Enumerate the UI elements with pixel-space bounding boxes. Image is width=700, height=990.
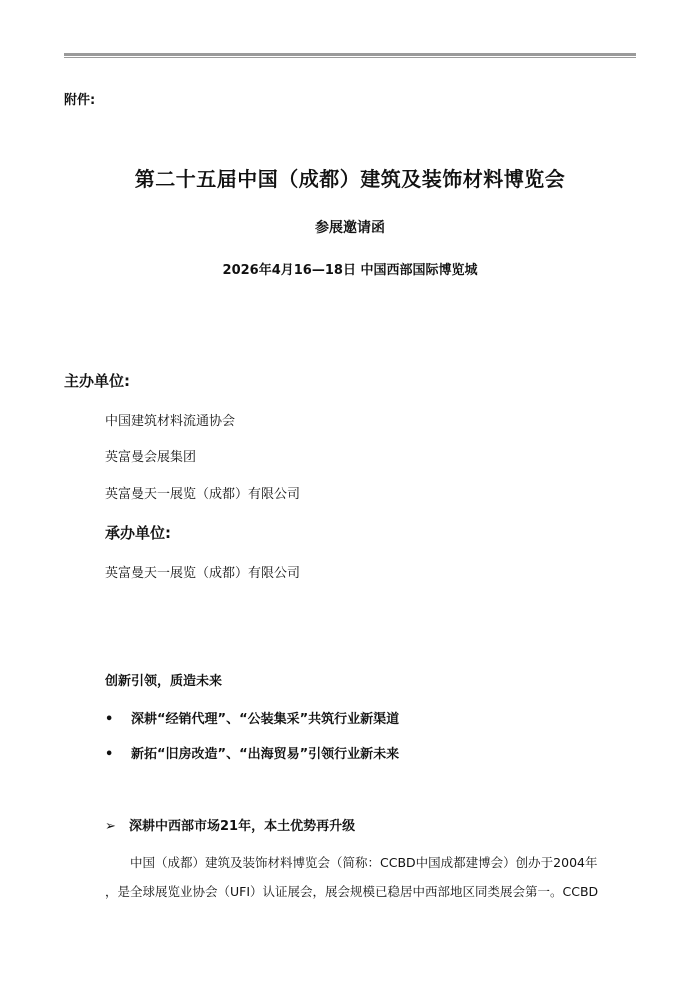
attachment-label: 附件:: [64, 93, 96, 108]
page-subtitle: 参展邀请函: [315, 220, 385, 236]
organizer-item: 英富曼天一展览（成都）有限公司: [105, 487, 301, 502]
date-venue: 2026年4月16—18日 中国西部国际博览城: [222, 263, 478, 278]
header-rule: [64, 53, 636, 58]
section-heading: [105, 815, 355, 834]
section-heading-text: 深耕中西部市场21年，本土优势再升级: [129, 819, 356, 834]
bullet-item: [105, 708, 399, 727]
organizer-item: 英富曼会展集团: [105, 450, 197, 465]
organizers-heading: 主办单位:: [64, 372, 130, 390]
co-organizer-heading: 承办单位:: [105, 524, 171, 542]
bullet-text: 新拓“旧房改造”、“出海贸易”引领行业新未来: [131, 747, 400, 762]
bullet-dot-icon: •: [105, 747, 114, 762]
page-title: 第二十五届中国（成都）建筑及装饰材料博览会: [134, 167, 566, 191]
paragraph-line: 中国（成都）建筑及装饰材料博览会（简称：CCBD中国成都建博会）创办于2004年: [130, 855, 598, 870]
co-organizer-item: 英富曼天一展览（成都）有限公司: [105, 566, 301, 581]
bullet-item: [105, 743, 399, 762]
arrow-icon: ➢: [105, 819, 116, 834]
slogan: 创新引领，质造未来: [105, 674, 223, 689]
bullet-dot-icon: •: [105, 712, 114, 727]
organizer-item: 中国建筑材料流通协会: [105, 414, 236, 429]
bullet-text: 深耕“经销代理”、“公装集采”共筑行业新渠道: [131, 712, 400, 727]
paragraph-line: ，是全球展览业协会（UFI）认证展会，展会规模已稳居中西部地区同类展会第一。CCBD: [105, 884, 599, 899]
